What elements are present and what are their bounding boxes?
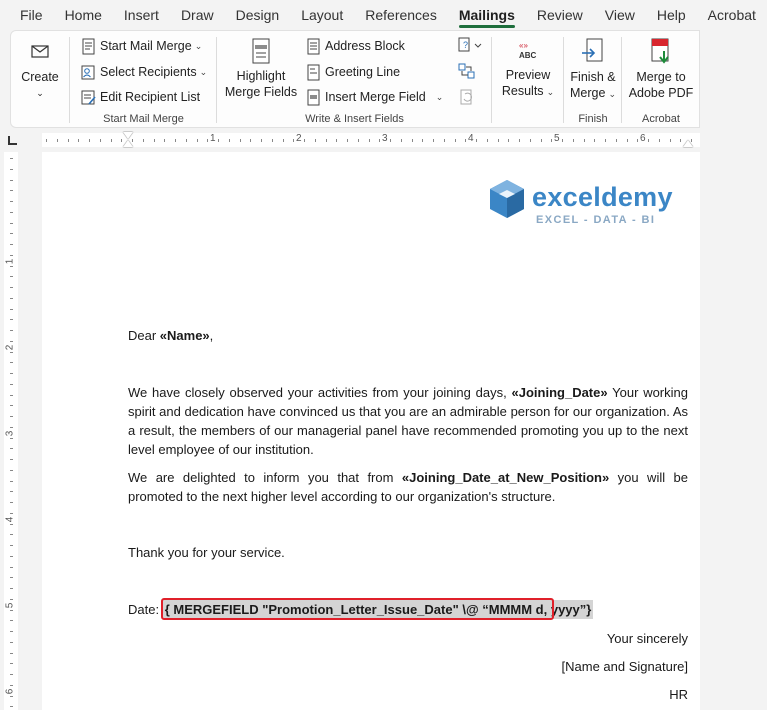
ruler-tick <box>240 139 241 142</box>
paragraph-2 <box>128 468 688 506</box>
ruler-tick <box>412 139 413 142</box>
adobe-pdf-icon <box>647 37 675 67</box>
highlight-box <box>161 598 554 620</box>
separator <box>491 37 492 123</box>
ruler-number: 5 <box>554 133 560 144</box>
ruler-tick <box>10 287 13 288</box>
ruler-number: 4 <box>468 133 474 144</box>
ruler-tick <box>691 139 692 142</box>
ruler-tick <box>10 362 13 363</box>
ruler-tick <box>680 139 681 142</box>
ruler-tick <box>10 438 13 439</box>
ruler-tick <box>154 139 155 142</box>
tab-help[interactable]: Help <box>656 7 686 23</box>
tab-layout[interactable]: Layout <box>301 7 344 23</box>
ruler-tick <box>10 180 13 181</box>
start-mail-merge-button[interactable] <box>81 36 202 56</box>
insert-field-icon <box>306 89 321 106</box>
greeting-line-label: Greeting Line <box>325 65 401 79</box>
start-mail-merge-group <box>71 31 216 127</box>
ruler-tick <box>10 276 13 277</box>
tab-view[interactable]: View <box>604 7 635 23</box>
ruler-tick <box>10 169 13 170</box>
ribbon <box>10 30 700 128</box>
ruler-tick <box>10 266 13 267</box>
chevron-code-icon: «» <box>519 41 528 50</box>
tab-draw[interactable]: Draw <box>180 7 214 23</box>
ruler-tick <box>10 577 13 578</box>
match-fields-button[interactable] <box>458 63 476 84</box>
ruler-tick <box>164 139 165 142</box>
ruler-number: 5 <box>4 602 16 609</box>
tab-design[interactable]: Design <box>235 7 280 23</box>
ruler-number: 1 <box>4 258 16 265</box>
finish-line2-row <box>565 85 621 102</box>
separator <box>216 37 217 123</box>
ruler-tick <box>10 223 13 224</box>
chevron-down-icon: ⌄ <box>608 89 616 99</box>
ruler-tick <box>326 139 327 142</box>
ruler-tick <box>10 481 13 482</box>
finish-merge-icon <box>580 37 606 67</box>
finish-line2: Merge <box>570 86 606 100</box>
ruler-tick <box>10 158 13 159</box>
ruler-tick <box>10 352 13 353</box>
ruler-number: 3 <box>4 430 16 437</box>
ruler-tick <box>143 139 144 142</box>
write-insert-fields-group <box>218 31 491 127</box>
address-block-label: Address Block <box>325 39 405 53</box>
abc-badge: ABC <box>519 51 537 60</box>
group-label-write-insert: Write & Insert Fields <box>305 113 404 125</box>
preview-line2: Results <box>501 84 544 98</box>
ruler-tick <box>10 556 13 557</box>
address-block-icon <box>306 38 321 55</box>
ruler-tick <box>261 139 262 142</box>
address-block-button[interactable] <box>306 36 405 56</box>
preview-line1: Preview <box>505 68 551 82</box>
p2-after: you will be promoted to the next higher level according to our organization's structure. <box>128 470 689 504</box>
salutation <box>128 326 688 345</box>
ruler-tick <box>508 139 509 142</box>
closing: Your sincerely <box>606 631 688 646</box>
update-labels-button[interactable] <box>458 89 476 110</box>
menu-bar <box>0 0 756 30</box>
svg-text:?: ? <box>463 40 469 50</box>
ruler-tick <box>10 427 13 428</box>
ruler-tick <box>551 139 552 142</box>
ruler-tick <box>10 309 13 310</box>
ruler-tick <box>10 373 13 374</box>
ruler-tick <box>293 139 294 142</box>
ruler-number: 6 <box>640 133 646 144</box>
salutation-prefix: Dear <box>128 328 160 343</box>
document-merge-icon <box>81 38 96 55</box>
ruler-tick <box>10 233 13 234</box>
recipients-icon <box>81 64 96 81</box>
paragraph-1 <box>128 383 688 459</box>
select-recipients-label: Select Recipients <box>100 65 197 79</box>
tab-review[interactable]: Review <box>536 7 583 23</box>
ruler-tick <box>10 545 13 546</box>
ruler-tick <box>519 139 520 142</box>
separator <box>621 37 622 123</box>
chevron-down-icon: ⌄ <box>435 91 444 102</box>
ruler-tick <box>455 139 456 142</box>
group-label-finish: Finish <box>578 113 608 125</box>
ruler-tick <box>197 139 198 142</box>
ruler-tick <box>10 459 13 460</box>
insert-merge-field-button[interactable] <box>306 87 443 107</box>
ruler-tick <box>10 620 13 621</box>
ruler-tick <box>10 663 13 664</box>
ruler-tick <box>250 139 251 142</box>
greeting-line-button[interactable] <box>306 62 400 82</box>
ruler-tick <box>186 139 187 142</box>
highlight-fields-icon <box>250 37 272 65</box>
finish-group <box>565 31 621 127</box>
update-labels-icon <box>458 89 476 105</box>
rules-icon <box>458 37 484 53</box>
ruler-tick <box>401 139 402 142</box>
ruler-tick <box>218 139 219 142</box>
ruler-tick <box>229 139 230 142</box>
ruler-tick <box>272 139 273 142</box>
preview-results-group <box>493 31 563 127</box>
group-label-acrobat: Acrobat <box>642 113 680 125</box>
tab-insert[interactable]: Insert <box>123 7 159 23</box>
cube-logo-icon <box>488 178 526 220</box>
ruler-tick <box>10 384 13 385</box>
ruler-number: 1 <box>210 133 216 144</box>
ruler-tick <box>648 139 649 142</box>
finish-line1: Finish & <box>570 70 616 84</box>
ruler-tick <box>10 653 13 654</box>
vertical-ruler[interactable] <box>0 152 22 710</box>
ruler-number: 2 <box>4 344 16 351</box>
abc-preview-icon <box>497 41 559 67</box>
ruler-tick <box>422 139 423 142</box>
ruler-tick <box>10 502 13 503</box>
ruler-tick <box>659 139 660 142</box>
ruler-tick <box>10 416 13 417</box>
separator <box>563 37 564 123</box>
insert-merge-field-label: Insert Merge Field <box>325 90 426 104</box>
ruler-tick <box>10 341 13 342</box>
start-mail-merge-label: Start Mail Merge <box>100 39 192 53</box>
ruler-tick <box>10 319 13 320</box>
ruler-tick <box>315 139 316 142</box>
horizontal-ruler[interactable] <box>0 130 700 152</box>
tab-selector-icon[interactable] <box>8 136 17 145</box>
tab-home[interactable]: Home <box>64 7 102 23</box>
ruler-tick <box>498 139 499 142</box>
tab-mailings[interactable]: Mailings <box>448 0 526 30</box>
ruler-tick <box>10 674 13 675</box>
ruler-tick <box>10 524 13 525</box>
ruler-tick <box>336 139 337 142</box>
ruler-tick <box>605 139 606 142</box>
thanks-line: Thank you for your service. <box>128 545 285 560</box>
match-fields-icon <box>458 63 476 79</box>
ruler-tick <box>10 491 13 492</box>
p1-before: We have closely observed your activities from your joining days, <box>128 385 512 400</box>
edit-list-icon <box>81 89 96 106</box>
ruler-tick <box>10 696 13 697</box>
select-recipients-button[interactable] <box>81 62 207 82</box>
ruler-tick <box>444 139 445 142</box>
ruler-tick <box>358 139 359 142</box>
ruler-tick <box>175 139 176 142</box>
ruler-tick <box>541 139 542 142</box>
ruler-tick <box>10 201 13 202</box>
create-label: Create <box>21 70 59 84</box>
tab-references[interactable]: References <box>365 7 437 23</box>
logo-brand: exceldemy <box>532 182 673 212</box>
ruler-tick <box>121 139 122 142</box>
ruler-tick <box>46 139 47 142</box>
ruler-tick <box>10 298 13 299</box>
highlight-merge-fields-button[interactable] <box>224 37 298 100</box>
chevron-down-icon: ⌄ <box>199 66 208 77</box>
ruler-tick <box>10 610 13 611</box>
ruler-tick <box>10 448 13 449</box>
ruler-tick <box>78 139 79 142</box>
rules-button[interactable] <box>458 37 484 58</box>
merge-pdf-line2: Adobe PDF <box>628 86 694 100</box>
ruler-tick <box>670 139 671 142</box>
ruler-number: 3 <box>382 133 388 144</box>
merge-field-name: «Name» <box>159 328 210 343</box>
indent-marker-icon[interactable] <box>123 132 133 139</box>
salutation-suffix: , <box>209 328 214 343</box>
ruler-tick <box>10 405 13 406</box>
ruler-tick <box>10 470 13 471</box>
separator <box>69 37 70 123</box>
ruler-tick <box>10 395 13 396</box>
ruler-tick <box>132 139 133 142</box>
ruler-tick <box>627 139 628 142</box>
ruler-tick <box>10 599 13 600</box>
ruler-tick <box>207 139 208 142</box>
chevron-down-icon: ⌄ <box>546 87 555 97</box>
ruler-tick <box>57 139 58 142</box>
ruler-tick <box>10 642 13 643</box>
finish-merge-button[interactable] <box>565 37 621 102</box>
ruler-tick <box>100 139 101 142</box>
create-button[interactable] <box>19 41 61 101</box>
ruler-tick <box>369 139 370 142</box>
tab-acrobat[interactable]: Acrobat <box>707 7 756 23</box>
ruler-tick <box>465 139 466 142</box>
chevron-down-icon: ⌄ <box>194 40 203 51</box>
ruler-tick <box>476 139 477 142</box>
ruler-tick <box>304 139 305 142</box>
tab-file[interactable]: File <box>20 7 43 23</box>
envelope-icon <box>30 43 50 59</box>
ruler-tick <box>347 139 348 142</box>
ruler-tick <box>584 139 585 142</box>
ruler-tick <box>10 567 13 568</box>
ruler-tick <box>10 255 13 256</box>
acrobat-group <box>623 31 699 127</box>
ruler-tick <box>379 139 380 142</box>
chevron-down-icon: ⌄ <box>36 88 44 98</box>
p2-before: We are delighted to inform you that from <box>128 470 402 485</box>
ruler-tick <box>68 139 69 142</box>
ruler-tick <box>10 685 13 686</box>
greeting-line-icon <box>306 64 321 81</box>
ruler-tick <box>10 631 13 632</box>
ruler-tick <box>594 139 595 142</box>
ruler-tick <box>10 588 13 589</box>
highlight-line1: Highlight <box>236 69 286 83</box>
p1-after: Your working spirit and dedication have convinced us that you are an admirable person for our organization. As a result, the members of our managerial panel have recommended promoting you up to the next level employee of our institution. <box>128 385 688 457</box>
ruler-tick <box>573 139 574 142</box>
ruler-tick <box>10 534 13 535</box>
ruler-tick <box>89 139 90 142</box>
ruler-tick <box>10 212 13 213</box>
edit-recipient-list-button[interactable] <box>81 87 200 107</box>
ruler-tick <box>530 139 531 142</box>
ruler-tick <box>562 139 563 142</box>
preview-line2-row <box>497 83 559 100</box>
ruler-number: 6 <box>4 688 16 695</box>
ruler-tick <box>487 139 488 142</box>
ruler-bar <box>42 133 700 147</box>
ruler-tick <box>10 190 13 191</box>
document-page[interactable] <box>42 152 700 710</box>
merge-pdf-line1: Merge to <box>636 70 686 84</box>
ruler-tick <box>283 139 284 142</box>
merge-field-joining-new-position: «Joining_Date_at_New_Position» <box>401 470 610 485</box>
ruler-tick <box>10 244 13 245</box>
preview-results-button[interactable] <box>497 41 559 100</box>
ruler-tick <box>10 513 13 514</box>
ruler-tick <box>616 139 617 142</box>
logo-tagline: EXCEL - DATA - BI <box>536 214 656 226</box>
ruler-tick <box>111 139 112 142</box>
date-label: Date: <box>128 602 163 617</box>
ruler-number: 4 <box>4 516 16 523</box>
ruler-tick <box>637 139 638 142</box>
ruler-number: 2 <box>296 133 302 144</box>
merge-to-adobe-pdf-button[interactable] <box>625 37 697 101</box>
signature-placeholder: [Name and Signature] <box>561 659 688 674</box>
ruler-tick <box>390 139 391 142</box>
group-label-start-mail-merge: Start Mail Merge <box>103 113 184 125</box>
edit-recipient-list-label: Edit Recipient List <box>100 90 201 104</box>
ruler-tick <box>10 706 13 707</box>
ruler-tick <box>10 330 13 331</box>
merge-field-joining-date: «Joining_Date» <box>511 385 608 400</box>
department: HR <box>669 687 688 702</box>
ruler-tick <box>433 139 434 142</box>
highlight-line2: Merge Fields <box>224 85 298 99</box>
date-field-code[interactable]: { MERGEFIELD "Promotion_Letter_Issue_Date" \@ “MMMM d, yyyy”} <box>164 602 592 617</box>
